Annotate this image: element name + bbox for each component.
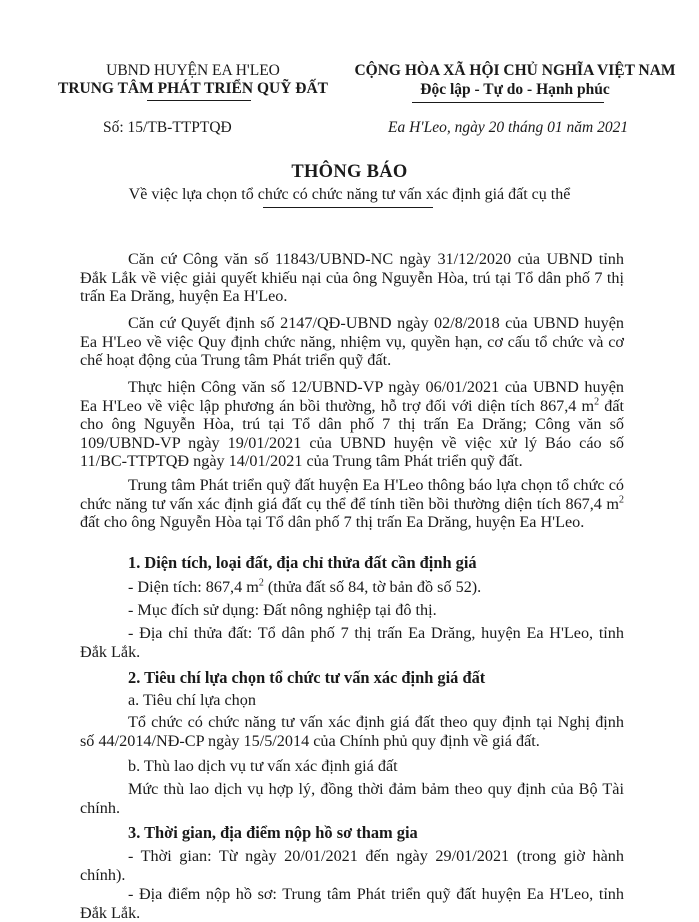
intro-paragraph-3: Thực hiện Công văn số 12/UBND-VP ngày 06/01/2021 của UBND huyện Ea H'Leo về việc lập phương án bồi thường, hỗ trợ đối với diện tích 867,4 $m^2$ đất cho ông Nguyễn Hòa, trú tại Tổ dân phố 7 thị trấn Ea Drăng; Công văn số 109/UBND-VP ngày 19/01/2021 của UBND huyện về việc xử lý Báo cáo số 11/BC-TTPTQĐ ngày 14/01/2021 của Trung tâm Phát triển quỹ đất. xyxy=(80,378,624,471)
section-2-heading: 2. Tiêu chí lựa chọn tổ chức tư vấn xác định giá đất xyxy=(128,668,486,687)
document-title: THÔNG BÁO xyxy=(291,162,408,182)
title-underline xyxy=(263,207,433,208)
section-1-address: - Địa chỉ thửa đất: Tổ dân phố 7 thị trấn Ea Drăng, huyện Ea H'Leo, tỉnh Đắk Lắk. xyxy=(80,624,624,661)
issuer-underline xyxy=(147,100,251,101)
section-3-heading: 3. Thời gian, địa điểm nộp hồ sơ tham gia xyxy=(128,823,418,842)
intro-paragraph-4: Trung tâm Phát triển quỹ đất huyện Ea H'Leo thông báo lựa chọn tổ chức có chức năng tư vấn xác định giá đất cụ thể để tính tiền bồi thường diện tích 867,4 $m^2$ đất cho ông Nguyễn Hòa tại Tổ dân phố 7 thị trấn Ea Drăng, huyện Ea H'Leo. xyxy=(80,476,624,532)
intro-paragraph-2: Căn cứ Quyết định số 2147/QĐ-UBND ngày 02/8/2018 của UBND huyện Ea H'Leo về việc Quy định chức năng, nhiệm vụ, quyền hạn, cơ cấu tổ chức và cơ chế hoạt động của Trung tâm Phát triển quỹ đất. xyxy=(80,314,624,370)
motto-underline xyxy=(412,102,604,103)
national-title: CỘNG HÒA XÃ HỘI CHỦ NGHĨA VIỆT NAM xyxy=(354,62,676,79)
section-2-a-text: Tổ chức có chức năng tư vấn xác định giá đất theo quy định tại Nghị định số 44/2014/NĐ-CP ngày 15/5/2014 của Chính phủ quy định về giá đất. xyxy=(80,713,624,750)
issuer-organization: TRUNG TÂM PHÁT TRIỂN QUỸ ĐẤT xyxy=(58,80,328,97)
section-2-b-text: Mức thù lao dịch vụ hợp lý, đồng thời đảm bảm theo quy định của Bộ Tài chính. xyxy=(80,780,624,817)
intro-paragraph-1: Căn cứ Công văn số 11843/UBND-NC ngày 31/12/2020 của UBND tỉnh Đắk Lắk về việc giải quyết khiếu nại của ông Nguyễn Hòa, trú tại Tổ dân phố 7 thị trấn Ea Drăng, huyện Ea H'Leo. xyxy=(80,250,624,306)
section-1-purpose: - Mục đích sử dụng: Đất nông nghiệp tại đô thị. xyxy=(128,601,437,619)
section-3-place: - Địa điểm nộp hồ sơ: Trung tâm Phát triển quỹ đất huyện Ea H'Leo, tỉnh Đắk Lắk. xyxy=(80,885,624,922)
place-and-date: Ea H'Leo, ngày 20 tháng 01 năm 2021 xyxy=(388,119,629,136)
section-2-a-label: a. Tiêu chí lựa chọn xyxy=(128,691,256,709)
section-2-b-label: b. Thù lao dịch vụ tư vấn xác định giá đất xyxy=(128,757,398,775)
section-1-area: - Diện tích: 867,4 $m^2$ (thửa đất số 84, tờ bản đồ số 52). xyxy=(128,577,482,596)
issuer-authority: UBND HUYỆN EA H'LEO xyxy=(106,62,280,79)
national-motto: Độc lập - Tự do - Hạnh phúc xyxy=(420,81,610,98)
section-3-time: - Thời gian: Từ ngày 20/01/2021 đến ngày 29/01/2021 (trong giờ hành chính). xyxy=(80,847,624,884)
document-subtitle: Về việc lựa chọn tổ chức có chức năng tư vấn xác định giá đất cụ thể xyxy=(128,186,571,203)
document-number: Số: 15/TB-TTPTQĐ xyxy=(103,119,232,136)
section-1-heading: 1. Diện tích, loại đất, địa chỉ thửa đất cần định giá xyxy=(128,553,477,572)
